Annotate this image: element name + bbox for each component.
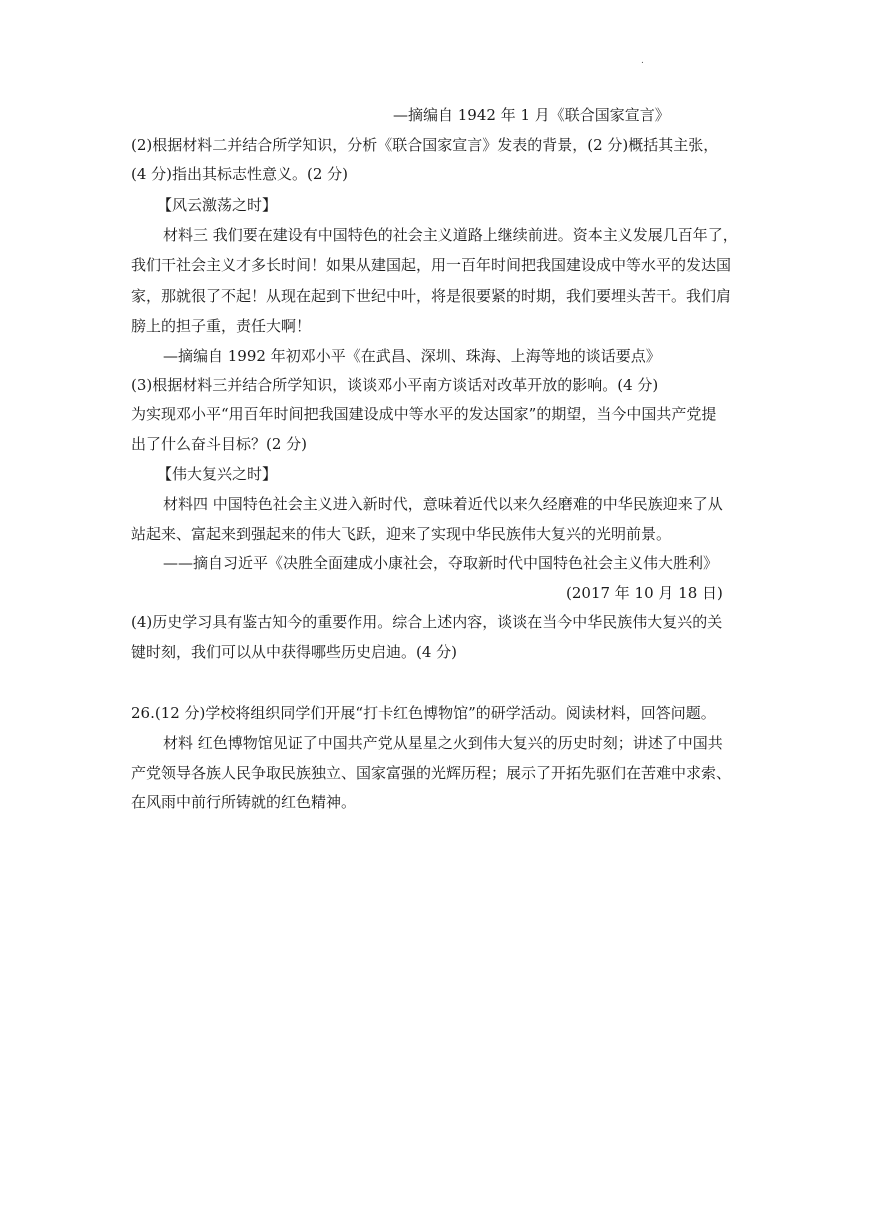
material-3-line-1: 材料三 我们要在建设有中国特色的社会主义道路上继续前进。资本主义发展几百年了， [163, 226, 738, 244]
page-marker: . [641, 56, 644, 66]
question-26-material-line-2: 产党领导各族人民争取民族独立、国家富强的光辉历程；展示了开拓先驱们在苦难中求索、 [131, 764, 732, 782]
question-3-line-2: 为实现邓小平“用百年时间把我国建设成中等水平的发达国家”的期望，当今中国共产党提 [131, 405, 717, 423]
material-3-line-2: 我们干社会主义才多长时间！如果从建国起，用一百年时间把我国建设成中等水平的发达国 [131, 256, 732, 274]
material2-source: —摘编自 1942 年 1 月《联合国家宣言》 [393, 106, 670, 124]
question-4-line-1: (4)历史学习具有鉴古知今的重要作用。综合上述内容，谈谈在当今中华民族伟大复兴的关 [131, 613, 723, 631]
question-2-line-1: (2)根据材料二并结合所学知识，分析《联合国家宣言》发表的背景，(2 分)概括其主张， [131, 136, 719, 154]
section-3-title: 【风云激荡之时】 [157, 196, 278, 214]
material-4-source: ——摘自习近平《决胜全面建成小康社会，夺取新时代中国特色社会主义伟大胜利》 [163, 554, 719, 572]
question-2-line-2: (4 分)指出其标志性意义。(2 分) [131, 165, 349, 183]
material-4-date: (2017 年 10 月 18 日) [566, 584, 723, 602]
section-4-title: 【伟大复兴之时】 [157, 465, 278, 483]
question-4-line-2: 键时刻，我们可以从中获得哪些历史启迪。(4 分) [131, 643, 458, 661]
material-4-line-1: 材料四 中国特色社会主义进入新时代，意味着近代以来久经磨难的中华民族迎来了从 [163, 495, 723, 513]
question-26-stem: 26.(12 分)学校将组织同学们开展“打卡红色博物馆”的研学活动。阅读材料，回答问题。 [131, 704, 716, 722]
question-26-material-line-1: 材料 红色博物馆见证了中国共产党从星星之火到伟大复兴的历史时刻；讲述了中国共 [163, 734, 723, 752]
material-4-line-2: 站起来、富起来到强起来的伟大飞跃，迎来了实现中华民族伟大复兴的光明前景。 [131, 525, 672, 543]
material-3-source: —摘编自 1992 年初邓小平《在武昌、深圳、珠海、上海等地的谈话要点》 [163, 347, 661, 365]
material-3-line-4: 膀上的担子重，责任大啊！ [131, 317, 312, 335]
question-26-material-line-3: 在风雨中前行所铸就的红色精神。 [131, 793, 357, 811]
question-3-line-3: 出了什么奋斗目标？(2 分) [131, 435, 308, 453]
question-3-line-1: (3)根据材料三并结合所学知识，谈谈邓小平南方谈话对改革开放的影响。(4 分) [131, 376, 659, 394]
material-3-line-3: 家，那就很了不起！从现在起到下世纪中叶，将是很要紧的时期，我们要埋头苦干。我们肩 [131, 287, 732, 305]
